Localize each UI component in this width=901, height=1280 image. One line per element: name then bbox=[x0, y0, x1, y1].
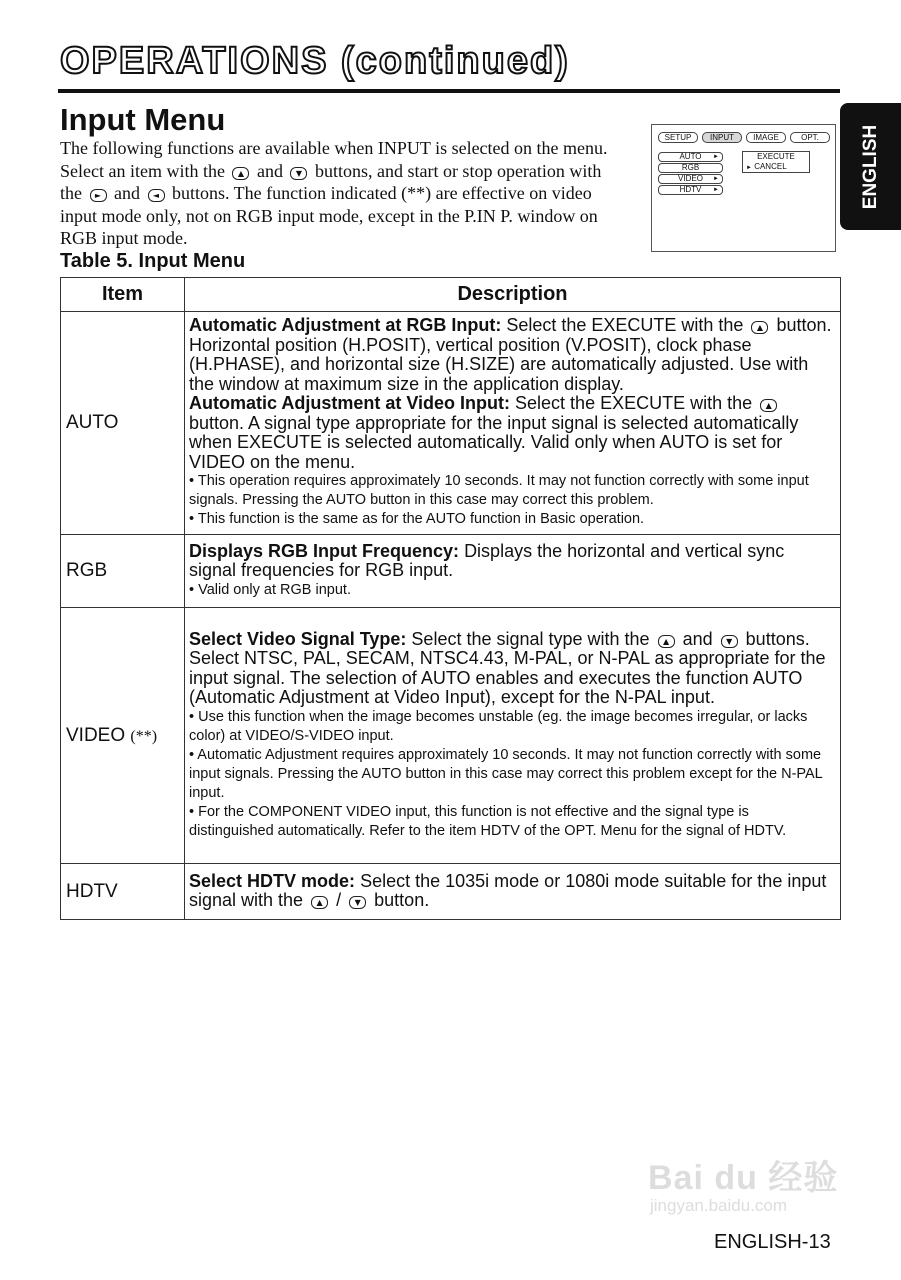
column-header-item: Item bbox=[61, 278, 185, 312]
arrow-right-icon: ► bbox=[746, 165, 752, 171]
up-button-icon: ▲ bbox=[760, 399, 777, 412]
table-row-hdtv bbox=[61, 864, 841, 920]
description-cell bbox=[185, 608, 841, 864]
menu-screen-illustration bbox=[651, 124, 836, 252]
desc-note: • This operation requires approximately 10 seconds. It may not function correctly with some input signals. Pressing the AUTO button in this case may correct this problem. bbox=[189, 473, 809, 508]
desc-note: • Use this function when the image becomes unstable (eg. the image becomes irregular, or lacks color) at VIDEO/S-VIDEO input. bbox=[189, 708, 808, 744]
menu-tab-image: IMAGE bbox=[746, 132, 786, 143]
column-header-description: Description bbox=[185, 278, 841, 312]
up-button-icon: ▲ bbox=[658, 635, 675, 648]
desc-note: • For the COMPONENT VIDEO input, this function is not effective and the signal type is distinguished automatically. Refer to the item HDTV of the OPT. Menu for the signal of HDTV. bbox=[189, 803, 787, 839]
table-row-video bbox=[61, 608, 841, 864]
cancel-label: CANCEL bbox=[754, 162, 787, 171]
desc-heading: Displays RGB Input Frequency: bbox=[189, 540, 460, 561]
intro-and-1: and bbox=[256, 160, 283, 181]
intro-text-2: buttons, and start or stop operation with the bbox=[60, 160, 602, 203]
desc-note: • Automatic Adjustment requires approximately 10 seconds. It may not function correctly with some input signals. Pressing the AUTO button in this case may correct this problem except for the N-PAL input. bbox=[189, 746, 823, 801]
desc-text: buttons. Select NTSC, PAL, SECAM, NTSC4.43, M-PAL, or N-PAL as appropriate for the input signal. The selection of AUTO enables and executes the function AUTO (Automatic Adjustment at Video Input), except for the N-PAL input. bbox=[189, 628, 826, 707]
menu-item-hdtv bbox=[658, 185, 723, 195]
intro-text-3: buttons. The function indicated (**) are effective on video input mode only, not on RGB input mode, except in the P.IN P. window on RGB input mode. bbox=[60, 183, 598, 248]
desc-text: Select the EXECUTE with the bbox=[506, 315, 744, 335]
intro-text-1: The following functions are available when INPUT is selected on the menu. Select an item with the bbox=[60, 138, 608, 181]
desc-heading: Automatic Adjustment at RGB Input: bbox=[189, 315, 502, 335]
left-button-icon: ◄ bbox=[148, 189, 165, 202]
item-cell: AUTO bbox=[61, 312, 185, 535]
watermark-url: jingyan.baidu.com bbox=[650, 1196, 788, 1215]
menu-item-auto-label: AUTO bbox=[679, 152, 702, 161]
page-title: OPERATIONS (continued) bbox=[60, 40, 570, 82]
table-row-auto bbox=[61, 312, 841, 535]
up-button-icon: ▲ bbox=[311, 896, 328, 909]
watermark-logo: Bai du 经验 bbox=[648, 1159, 839, 1197]
intro-paragraph bbox=[60, 137, 620, 250]
section-title: Input Menu bbox=[60, 102, 226, 137]
down-button-icon: ▼ bbox=[290, 167, 307, 180]
down-button-icon: ▼ bbox=[349, 896, 366, 909]
table-caption: Table 5. Input Menu bbox=[60, 250, 246, 272]
menu-item-auto bbox=[658, 152, 723, 162]
item-cell: RGB bbox=[61, 535, 185, 608]
desc-text: button. Horizontal position (H.POSIT), vertical position (V.POSIT), clock phase (H.PHASE), and horizontal size (H.SIZE) are automatically adjusted. Use with the window at maximum size in the application display. bbox=[189, 315, 832, 394]
description-cell bbox=[185, 864, 841, 920]
menu-tab-opt: OPT. bbox=[790, 132, 830, 143]
title-rule bbox=[58, 89, 840, 93]
table-header-row bbox=[61, 278, 841, 312]
menu-item-rgb-label: RGB bbox=[681, 163, 700, 172]
menu-item-video bbox=[658, 174, 723, 184]
desc-text: Select the signal type with the bbox=[411, 628, 650, 649]
video-only-mark: (**) bbox=[130, 727, 158, 745]
arrow-right-icon: ► bbox=[713, 187, 719, 193]
arrow-right-icon: ► bbox=[713, 176, 719, 182]
input-menu-table bbox=[60, 277, 841, 920]
item-cell: HDTV bbox=[61, 864, 185, 920]
down-button-icon: ▼ bbox=[721, 635, 738, 648]
arrow-right-icon: ► bbox=[713, 154, 719, 160]
execute-label: EXECUTE bbox=[757, 152, 795, 161]
menu-item-video-label: VIDEO bbox=[678, 174, 703, 183]
language-tab bbox=[840, 103, 901, 230]
desc-heading: Automatic Adjustment at Video Input: bbox=[189, 393, 511, 413]
description-cell bbox=[185, 312, 841, 535]
desc-text: button. A signal type appropriate for the input signal is selected automatically when EXECUTE is selected automatically. Valid only when AUTO is set for VIDEO on the menu. bbox=[189, 412, 799, 472]
execute-cancel-box bbox=[742, 151, 810, 173]
up-button-icon: ▲ bbox=[751, 321, 768, 334]
item-label: VIDEO bbox=[66, 724, 126, 746]
description-cell bbox=[185, 535, 841, 608]
desc-text: Select the EXECUTE with the bbox=[515, 393, 753, 413]
language-tab-label: ENGLISH bbox=[859, 124, 881, 209]
desc-heading: Select HDTV mode: bbox=[189, 870, 356, 891]
menu-tab-setup: SETUP bbox=[658, 132, 698, 143]
item-cell bbox=[61, 608, 185, 864]
desc-note: • Valid only at RGB input. bbox=[189, 581, 351, 598]
desc-text: Displays the horizontal and vertical sync signal frequencies for RGB input. bbox=[189, 540, 785, 580]
menu-tab-input: INPUT bbox=[702, 132, 742, 143]
desc-note: • This function is the same as for the AUTO function in Basic operation. bbox=[189, 511, 645, 527]
up-button-icon: ▲ bbox=[232, 167, 249, 180]
cancel-row bbox=[743, 162, 809, 173]
desc-text: and bbox=[682, 628, 713, 649]
menu-item-rgb bbox=[658, 163, 723, 173]
page-number: ENGLISH-13 bbox=[714, 1231, 831, 1253]
menu-item-hdtv-label: HDTV bbox=[679, 185, 702, 194]
table-row-rgb bbox=[61, 535, 841, 608]
desc-text: button. bbox=[374, 890, 430, 910]
desc-heading: Select Video Signal Type: bbox=[189, 628, 407, 649]
right-button-icon: ► bbox=[90, 189, 107, 202]
desc-text: / bbox=[336, 890, 342, 910]
desc-text: Select the 1035i mode or 1080i mode suitable for the input signal with the bbox=[189, 870, 827, 910]
intro-and-2: and bbox=[114, 183, 140, 203]
